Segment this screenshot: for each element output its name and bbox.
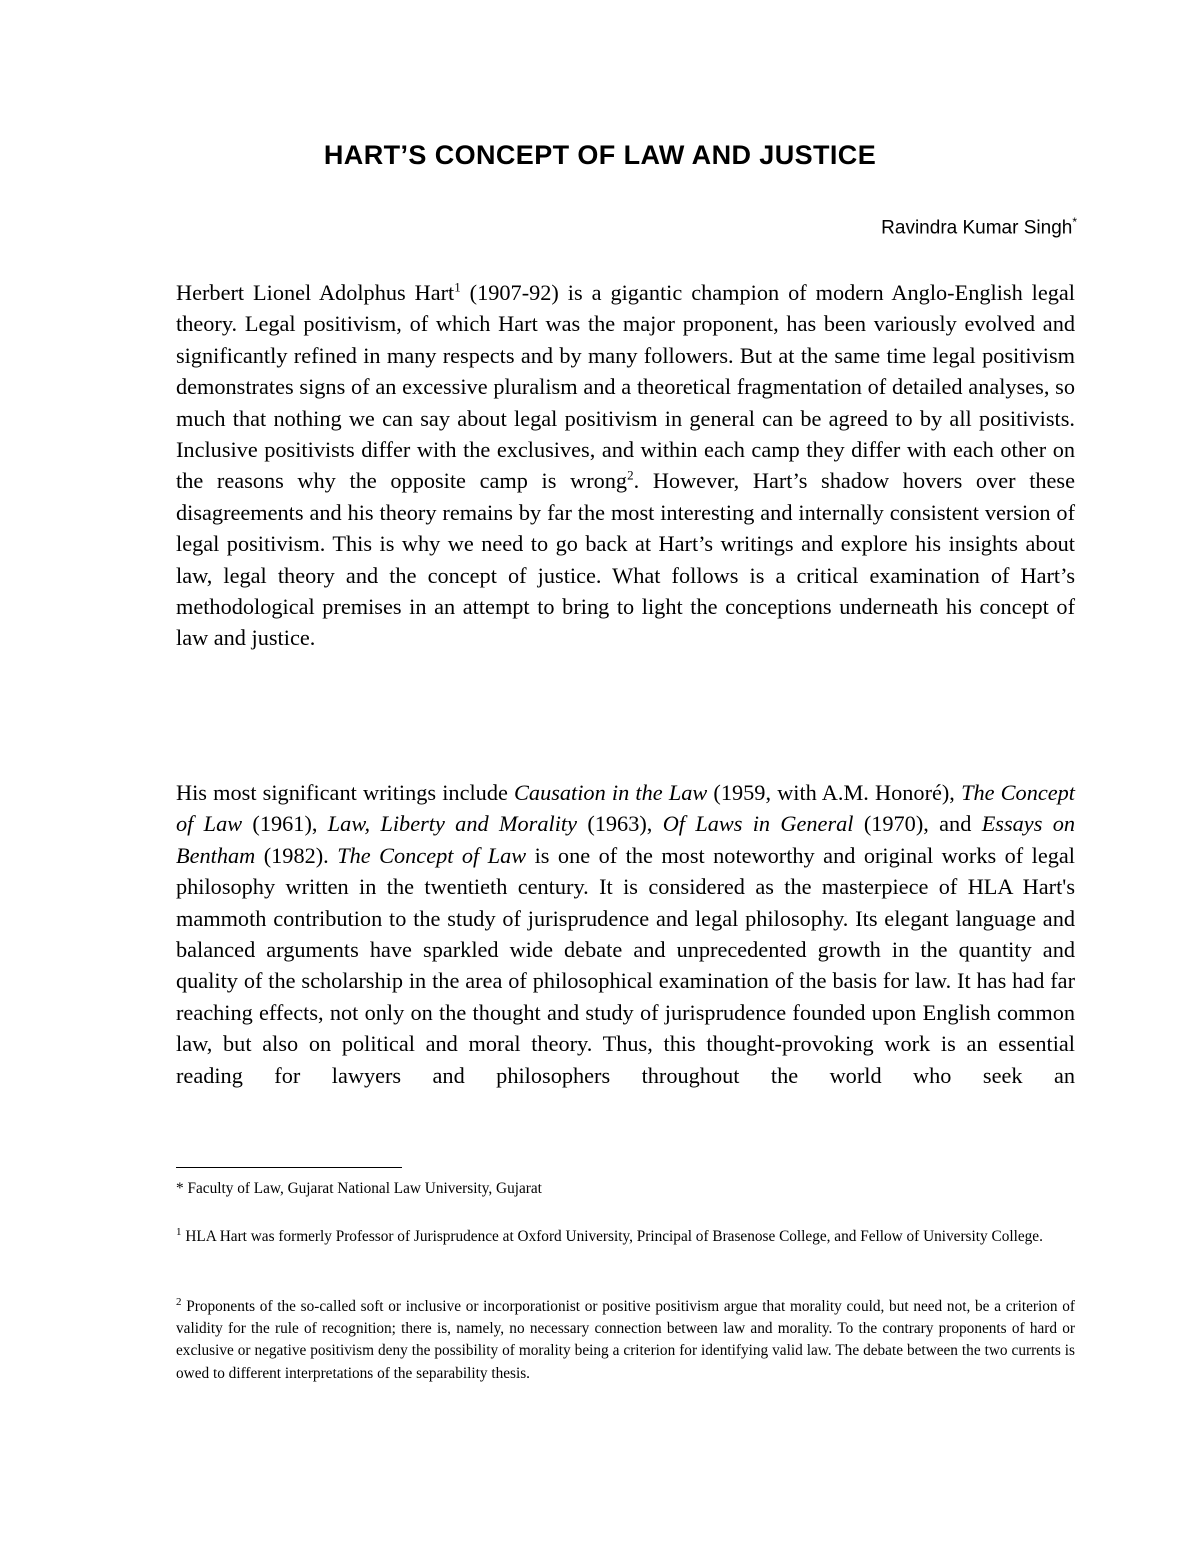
body-paragraph-1 [176,277,1075,654]
paragraph-text: is one of the most noteworthy and original works of legal philosophy written in the twentieth century. It is considered as the masterpiece of HLA Hart's mammoth contribution to the study of jurisprudence and legal philosophy. Its elegant language and balanced arguments have sparkled wide debate and unprecedented growth in the quantity and quality of the scholarship in the area of philosophical examination of the basis for law. It has had far reaching effects, not only on the thought and study of jurisprudence founded upon English common law, but also on political and moral theory. Thus, this thought-provoking work is an essential reading for lawyers and philosophers throughout the world who seek an [176,842,1075,1088]
footnote-ref-2: 2 [627,468,634,484]
book-title: Causation in the Law [514,780,708,805]
book-title: Essays on Bentham [176,811,1076,868]
footnote-1 [176,1225,1075,1249]
footnote-mark: 1 [176,1225,182,1238]
book-title: The Concept of Law [176,780,1075,837]
paragraph-text: (1970), and [853,811,982,837]
book-title: Law, Liberty and Morality [327,811,577,837]
body-paragraph-2 [176,777,1075,1091]
footnote-separator [176,1167,402,1168]
author-name: Ravindra Kumar Singh [881,217,1073,239]
footnote-2 [176,1296,1075,1385]
paragraph-text: (1963), [577,811,663,837]
paragraph-text: His most significant writings include [176,780,515,805]
paragraph-text: (1961), [242,811,328,837]
paragraph-text: (1982). [255,842,338,868]
paragraph-text: (1959, with A.M. Honoré), [707,780,962,805]
paragraph-text: . However, Hart’s shadow hovers over these disagreements and his theory remains by far the most interesting and internally consistent version of legal positivism. This is why we need to go back at Hart’s writings and explore his insights about law, legal theory and the concept of justice. What follows is a critical examination of Hart’s methodological premises in an attempt to bring to light the conceptions underneath his concept of law and justice. [176,468,1076,651]
author-byline [881,215,1077,239]
footnote-author [176,1177,1075,1201]
paragraph-text: (1907-92) is a gigantic champion of modern Anglo-English legal theory. Legal positivism, of which Hart was the major proponent, has been variously evolved and significantly refined in many respects and by many followers. But at the same time legal positivism demonstrates signs of an excessive pluralism and a theoretical fragmentation of detailed analyses, so much that nothing we can say about legal positivism in general can be agreed to by all positivists. Inclusive positivists differ with the exclusives, and within each camp they differ with each other on the reasons why the opposite camp is wrong [176,280,1075,494]
footnote-ref-1: 1 [454,279,461,295]
footnote-mark: 2 [176,1295,182,1308]
paragraph-text: Herbert Lionel Adolphus Hart [176,280,455,305]
book-title: The Concept of Law [337,842,527,868]
footnote-mark: * [176,1180,184,1197]
footnote-text: Faculty of Law, Gujarat National Law University, Gujarat [183,1180,542,1197]
footnote-text: Proponents of the so-called soft or inclusive or incorporationist or positive positivism argue that morality could, but need not, be a criterion of validity for the rule of recognition; there is, namely, no necessary connection between law and morality. To the contrary proponents of hard or exclusive or negative positivism deny the possibility of morality being a criterion for identifying valid law. The debate between the two currents is owed to different interpretations of the separability thesis. [176,1298,1075,1382]
author-footnote-mark: * [1072,215,1077,229]
book-title: Of Laws in General [662,811,854,837]
document-title: HART’S CONCEPT OF LAW AND JUSTICE [323,140,877,170]
footnote-text: HLA Hart was formerly Professor of Jurisprudence at Oxford University, Principal of Brasenose College, and Fellow of University College. [181,1228,1043,1245]
